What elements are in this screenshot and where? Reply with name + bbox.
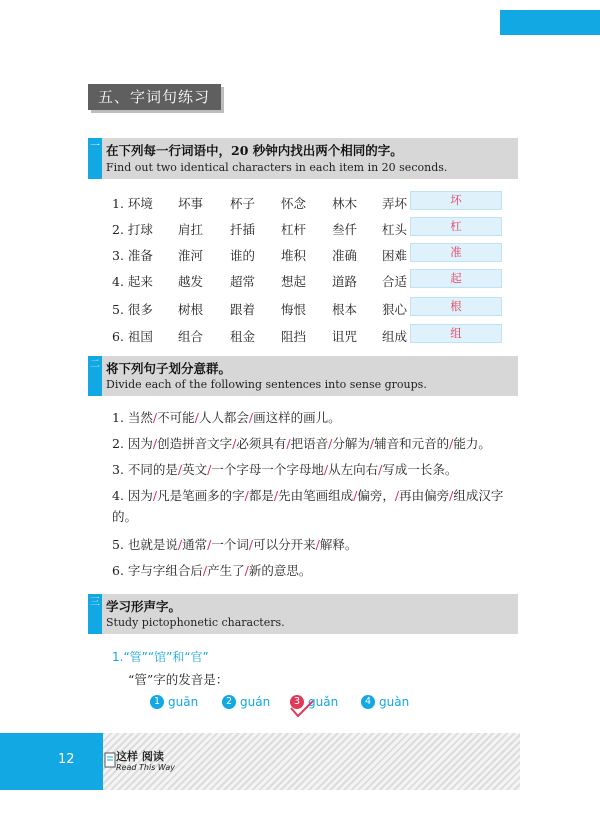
- sense-group: 通常: [182, 537, 208, 552]
- sense-group-slash: /: [248, 537, 254, 552]
- sense-group: 凡是笔画多的字: [157, 488, 245, 503]
- exercise3-instruction-en: Study pictophonetic characters.: [106, 616, 285, 629]
- answer-box[interactable]: 组: [410, 324, 502, 343]
- option-number: 3: [290, 695, 304, 709]
- sentence-number: 4.: [112, 488, 128, 503]
- footer-page-block: [0, 733, 103, 790]
- sense-group: 英文: [182, 462, 208, 477]
- footer-logo-cn: 这样 阅读: [116, 750, 164, 763]
- word: 淮河: [178, 248, 204, 263]
- sense-group: 能力。: [453, 436, 491, 451]
- sense-group: 字与字组合后: [127, 563, 203, 578]
- exercise1-instruction-en: Find out two identical characters in each item in 20 seconds.: [106, 161, 448, 174]
- word: 阻挡: [281, 329, 307, 344]
- word: 杠头: [382, 222, 408, 237]
- footer-band: [103, 733, 520, 790]
- answer-box[interactable]: 坏: [410, 191, 502, 210]
- book-logo-icon: [104, 751, 116, 769]
- option-text: guàn: [379, 695, 410, 709]
- sentence-number: 2.: [112, 436, 128, 451]
- word: 堆积: [281, 248, 307, 263]
- sense-group-slash: /: [449, 436, 454, 451]
- row-number-and-word: 4. 起来: [112, 274, 153, 289]
- exercise3-number: 三: [88, 594, 102, 634]
- option-text: guán: [240, 695, 271, 709]
- exercise2-instruction-zh: 将下列句子划分意群。: [106, 361, 232, 376]
- sense-group: 不可能: [157, 410, 195, 425]
- sense-group-slash: /: [152, 488, 158, 503]
- question-text: “管”字的发音是：: [128, 672, 229, 687]
- sense-group: 写成一长条。: [382, 462, 458, 477]
- sense-group-slash: /: [378, 462, 383, 477]
- checkmark-icon: [289, 699, 315, 719]
- sense-group-slash: /: [369, 436, 375, 451]
- word: 悔恨: [281, 302, 307, 317]
- sense-group: 必须具有: [236, 436, 287, 451]
- sense-group: 人人都会: [198, 410, 249, 425]
- word: 诅咒: [332, 329, 358, 344]
- option-number: 4: [361, 695, 375, 709]
- sense-group: 先由笔画组成: [278, 488, 354, 503]
- sentence-number: 5.: [112, 537, 128, 552]
- option-4[interactable]: [361, 695, 409, 709]
- sense-group: 创造拼音文字: [157, 436, 233, 451]
- sense-group-slash: /: [177, 462, 183, 477]
- sentence-number: 1.: [112, 410, 128, 425]
- question-heading: 1.“管”“馆”和“官”: [112, 650, 209, 664]
- sense-group-slash: /: [286, 436, 291, 451]
- sense-group: 分解为: [332, 436, 370, 451]
- answer-box[interactable]: 杠: [410, 217, 502, 236]
- word: 杯子: [230, 196, 256, 211]
- word: 组成: [382, 329, 408, 344]
- sense-group-slash: /: [202, 563, 208, 578]
- sense-group-slash: /: [207, 537, 212, 552]
- option-number: 2: [222, 695, 236, 709]
- sense-group: 都是: [248, 488, 274, 503]
- sentence-number: 6.: [112, 563, 128, 578]
- word: 合适: [382, 274, 408, 289]
- word: 租金: [230, 329, 256, 344]
- sense-group-slash: /: [323, 462, 329, 477]
- sense-group-slash: /: [207, 462, 212, 477]
- page-number: 12: [58, 752, 75, 767]
- footer-logo-en: Read This Way: [116, 763, 176, 772]
- sense-group-slash: /: [232, 436, 237, 451]
- sense-group-slash: /: [248, 410, 254, 425]
- option-text: guān: [168, 695, 199, 709]
- sentence: [112, 459, 512, 480]
- word: 肩扛: [178, 222, 204, 237]
- word: 林木: [332, 196, 358, 211]
- sense-group: 一个字母一个字母地: [211, 462, 324, 477]
- exercise2-header: [88, 356, 518, 396]
- word: 树根: [178, 302, 204, 317]
- word: 困难: [382, 248, 408, 263]
- sense-group-slash: /: [152, 436, 158, 451]
- exercise1-instruction-zh: 在下列每一行词语中，20 秒钟内找出两个相同的字。: [106, 143, 403, 158]
- sense-group: 产生了: [207, 563, 245, 578]
- sense-group: 画这样的画儿。: [253, 410, 341, 425]
- word: 杠杆: [281, 222, 307, 237]
- sense-group-slash: /: [353, 488, 358, 503]
- sense-group: 组成汉字的。: [112, 488, 504, 524]
- sense-group-slash: /: [328, 436, 333, 451]
- sentence: [112, 407, 512, 428]
- sense-group-slash: /: [449, 488, 454, 503]
- exercise1-number: 一: [88, 138, 102, 179]
- word: 根本: [332, 302, 358, 317]
- exercise2-instruction-en: Divide each of the following sentences into sense groups.: [106, 378, 427, 391]
- sense-group: 可以分开来: [253, 537, 316, 552]
- sense-group-slash: /: [273, 488, 279, 503]
- answer-box[interactable]: 根: [410, 297, 502, 316]
- row-number-and-word: 2. 打球: [112, 222, 153, 237]
- exercise2-number: 二: [88, 356, 102, 396]
- sense-group: 辅音和元音的: [374, 436, 450, 451]
- sentence: [112, 534, 512, 555]
- sense-group-slash: /: [152, 410, 158, 425]
- option-number: 1: [150, 695, 164, 709]
- word: 狠心: [382, 302, 408, 317]
- corner-color-tab: [500, 10, 600, 35]
- word: 叁仟: [332, 222, 358, 237]
- sense-group: 新的意思。: [248, 563, 312, 578]
- answer-box[interactable]: 起: [410, 269, 502, 288]
- sense-group: 从左向右: [328, 462, 379, 477]
- sense-group: 也就是说: [127, 537, 178, 552]
- row-number-and-word: 1. 环境: [112, 196, 153, 211]
- sense-group: 因为: [127, 488, 153, 503]
- sense-group-slash: /: [394, 488, 400, 503]
- row-number-and-word: 6. 祖国: [112, 329, 153, 344]
- sense-group-slash: /: [194, 410, 199, 425]
- word: 怀念: [281, 196, 307, 211]
- sense-group-slash: /: [177, 537, 183, 552]
- exercise3-instruction-zh: 学习形声字。: [106, 599, 182, 614]
- sentence: [112, 433, 512, 454]
- word: 道路: [332, 274, 358, 289]
- sense-group: 一个词: [211, 537, 249, 552]
- sense-group: 当然: [127, 410, 153, 425]
- word: 组合: [178, 329, 204, 344]
- word: 超常: [230, 274, 256, 289]
- sense-group: 不同的是: [127, 462, 178, 477]
- option-text: guǎn: [308, 695, 339, 709]
- option-1[interactable]: [150, 695, 198, 709]
- answer-box[interactable]: 准: [410, 243, 502, 262]
- sense-group: 把语音: [290, 436, 329, 451]
- row-number-and-word: 5. 很多: [112, 302, 153, 317]
- row-number-and-word: 3. 准备: [112, 248, 153, 263]
- word: 跟着: [230, 302, 256, 317]
- word: 扦插: [230, 222, 256, 237]
- word: 坏事: [178, 196, 204, 211]
- sense-group: 因为: [127, 436, 153, 451]
- word: 越发: [178, 274, 204, 289]
- section-title: 五、字词句练习: [88, 84, 221, 110]
- exercise3-header: [88, 594, 518, 634]
- sense-group-slash: /: [315, 537, 320, 552]
- exercise1-header: [88, 138, 518, 179]
- word: 谁的: [230, 248, 256, 263]
- sense-group: 解释。: [319, 537, 358, 552]
- sense-group: 再由偏旁: [399, 488, 450, 503]
- sentence: [112, 485, 512, 527]
- word: 想起: [281, 274, 307, 289]
- option-2[interactable]: [222, 695, 270, 709]
- sentence-number: 3.: [112, 462, 128, 477]
- sense-group-slash: /: [244, 563, 249, 578]
- sentence: [112, 560, 512, 581]
- sense-group: 偏旁，: [357, 488, 395, 503]
- word: 准确: [332, 248, 358, 263]
- word: 弄坏: [382, 196, 408, 211]
- sense-group-slash: /: [244, 488, 249, 503]
